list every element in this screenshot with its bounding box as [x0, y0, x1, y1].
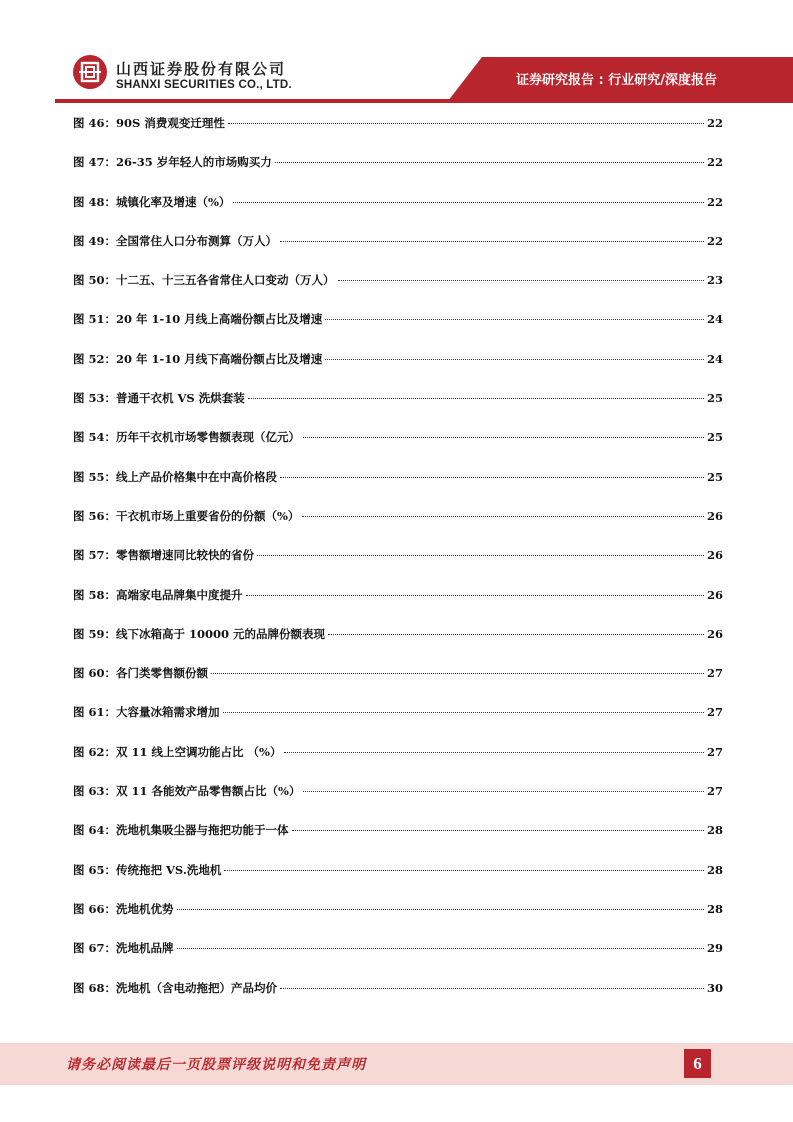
- toc-entry-page: 26: [706, 548, 723, 563]
- toc-entry[interactable]: [73, 545, 723, 584]
- company-name-cn: 山西证券股份有限公司: [116, 60, 287, 78]
- footer-disclaimer: 请务必阅读最后一页股票评级说明和免责声明: [66, 1057, 366, 1073]
- company-name-en: SHANXI SECURITIES CO., LTD.: [116, 79, 292, 91]
- toc-entry-label: 图 59：线下冰箱高于 10000 元的品牌份额表现: [73, 626, 326, 641]
- figure-index-list: [73, 113, 723, 1017]
- toc-entry-label: 图 58：高端家电品牌集中度提升: [73, 587, 243, 602]
- toc-entry-label: 图 50：十二五、十三五各省常住人口变动（万人）: [73, 273, 335, 288]
- toc-entry[interactable]: [73, 192, 723, 231]
- toc-entry-page: 26: [706, 508, 723, 523]
- page-header: [0, 0, 793, 104]
- header-divider: [55, 99, 793, 103]
- toc-entry-page: 26: [706, 587, 723, 602]
- toc-entry-page: 30: [706, 980, 723, 995]
- toc-entry-label: 图 62：双 11 线上空调功能占比 （%）: [73, 744, 282, 759]
- toc-entry-label: 图 63：双 11 各能效产品零售额占比（%）: [73, 784, 301, 799]
- toc-entry-page: 27: [706, 705, 723, 720]
- toc-leader-dots: [303, 791, 704, 792]
- toc-entry[interactable]: [73, 742, 723, 781]
- toc-entry-label: 图 46：90S 消费观变迁理性: [73, 116, 225, 130]
- toc-entry[interactable]: [73, 113, 723, 152]
- toc-entry-label: 图 52：20 年 1-10 月线下高端份额占比及增速: [73, 351, 323, 366]
- toc-entry-label: 图 67：洗地机品牌: [73, 941, 174, 956]
- toc-leader-dots: [325, 359, 704, 360]
- toc-entry-label: 图 47：26-35 岁年轻人的市场购买力: [73, 155, 272, 170]
- toc-entry-label: 图 68：洗地机（含电动拖把）产品均价: [73, 980, 278, 995]
- toc-entry-label: 图 55：线上产品价格集中在中高价格段: [73, 469, 278, 484]
- toc-leader-dots: [303, 437, 704, 438]
- toc-leader-dots: [338, 280, 704, 281]
- toc-entry-page: 26: [706, 626, 723, 641]
- toc-entry[interactable]: [73, 585, 723, 624]
- toc-entry[interactable]: [73, 899, 723, 938]
- toc-entry-label: 图 64：洗地机集吸尘器与拖把功能于一体: [73, 823, 289, 838]
- toc-entry-page: 28: [706, 823, 723, 838]
- toc-entry[interactable]: [73, 467, 723, 506]
- toc-leader-dots: [280, 241, 704, 242]
- toc-entry[interactable]: [73, 702, 723, 741]
- page-number: 6: [684, 1049, 711, 1078]
- toc-entry-page: 27: [706, 744, 723, 759]
- toc-entry-label: 图 56：干衣机市场上重要省份的份额（%）: [73, 508, 300, 523]
- toc-entry[interactable]: [73, 624, 723, 663]
- toc-leader-dots: [280, 988, 704, 989]
- company-logo-icon: [73, 55, 107, 89]
- toc-entry-label: 图 60：各门类零售额份额: [73, 666, 209, 681]
- toc-leader-dots: [224, 870, 704, 871]
- toc-entry-page: 28: [706, 862, 723, 877]
- toc-leader-dots: [292, 830, 704, 831]
- toc-leader-dots: [177, 948, 704, 949]
- toc-entry-label: 图 65：传统拖把 VS.洗地机: [73, 862, 222, 877]
- toc-entry-label: 图 48：城镇化率及增速（%）: [73, 194, 231, 209]
- toc-leader-dots: [228, 123, 704, 124]
- toc-entry-page: 25: [706, 391, 723, 406]
- toc-leader-dots: [328, 634, 704, 635]
- toc-entry[interactable]: [73, 781, 723, 820]
- toc-entry-page: 22: [706, 194, 723, 209]
- toc-entry-label: 图 57：零售额增速同比较快的省份: [73, 548, 255, 563]
- toc-leader-dots: [223, 712, 704, 713]
- toc-entry-label: 图 54：历年干衣机市场零售额表现（亿元）: [73, 430, 301, 445]
- report-type-label: 证券研究报告 : 行业研究/深度报告: [516, 73, 717, 88]
- toc-entry-page: 24: [706, 312, 723, 327]
- toc-entry-page: 22: [706, 155, 723, 170]
- toc-entry-page: 22: [706, 116, 723, 130]
- toc-leader-dots: [280, 477, 704, 478]
- toc-entry-label: 图 51：20 年 1-10 月线上高端份额占比及增速: [73, 312, 323, 327]
- toc-entry-page: 28: [706, 901, 723, 916]
- toc-entry[interactable]: [73, 349, 723, 388]
- toc-entry[interactable]: [73, 231, 723, 270]
- toc-entry[interactable]: [73, 270, 723, 309]
- toc-entry-page: 27: [706, 666, 723, 681]
- toc-entry-page: 24: [706, 351, 723, 366]
- toc-leader-dots: [302, 516, 704, 517]
- toc-entry[interactable]: [73, 152, 723, 191]
- toc-entry[interactable]: [73, 427, 723, 466]
- toc-leader-dots: [233, 202, 704, 203]
- toc-leader-dots: [284, 752, 704, 753]
- toc-leader-dots: [275, 162, 704, 163]
- toc-entry-page: 22: [706, 233, 723, 248]
- toc-leader-dots: [177, 909, 704, 910]
- toc-entry-page: 23: [706, 273, 723, 288]
- toc-leader-dots: [257, 555, 704, 556]
- toc-entry-label: 图 53：普通干衣机 VS 洗烘套装: [73, 391, 245, 406]
- toc-entry-page: 25: [706, 469, 723, 484]
- toc-entry[interactable]: [73, 820, 723, 859]
- toc-entry-label: 图 66：洗地机优势: [73, 901, 174, 916]
- toc-entry[interactable]: [73, 663, 723, 702]
- toc-entry[interactable]: [73, 938, 723, 977]
- toc-leader-dots: [325, 319, 704, 320]
- toc-entry[interactable]: [73, 309, 723, 348]
- toc-entry-page: 27: [706, 784, 723, 799]
- toc-entry-label: 图 49：全国常住人口分布测算（万人）: [73, 233, 278, 248]
- toc-entry[interactable]: [73, 388, 723, 427]
- toc-leader-dots: [246, 595, 704, 596]
- toc-leader-dots: [248, 398, 704, 399]
- toc-entry-page: 29: [706, 941, 723, 956]
- toc-entry[interactable]: [73, 506, 723, 545]
- toc-entry[interactable]: [73, 860, 723, 899]
- toc-entry-page: 25: [706, 430, 723, 445]
- toc-entry[interactable]: [73, 978, 723, 1017]
- toc-leader-dots: [211, 673, 704, 674]
- toc-entry-label: 图 61：大容量冰箱需求增加: [73, 705, 220, 720]
